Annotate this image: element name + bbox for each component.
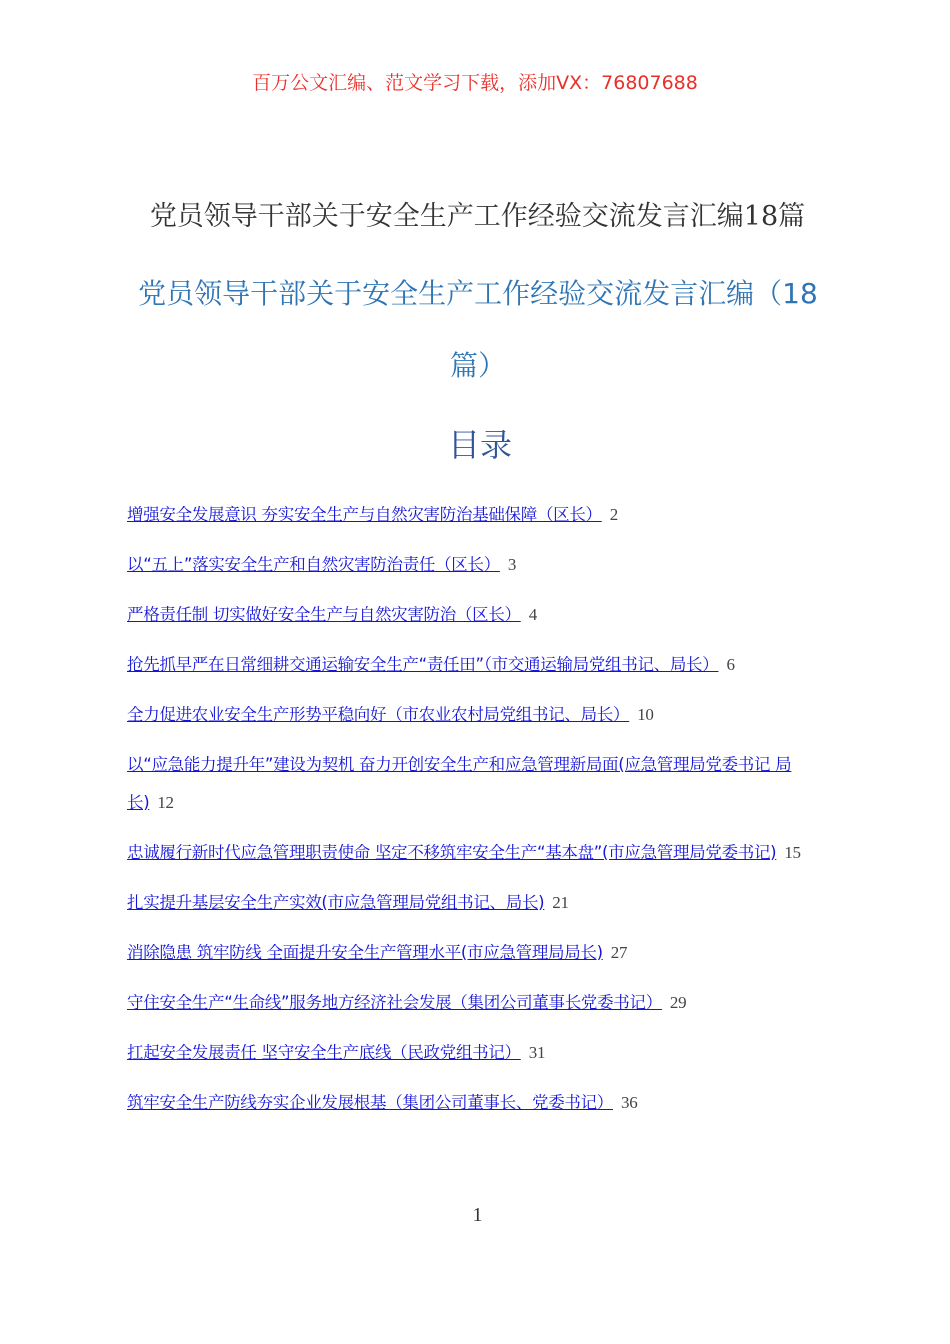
- toc-link[interactable]: 以“应急能力提升年”建设为契机 奋力开创安全生产和应急管理新局面(应急管理局党委书记 局长): [127, 755, 792, 812]
- document-subtitle: 党员领导干部关于安全生产工作经验交流发言汇编（18篇）: [138, 277, 818, 382]
- toc-item: [127, 646, 832, 684]
- toc-link[interactable]: 以“五上”落实安全生产和自然灾害防治责任（区长）: [127, 555, 500, 574]
- toc-page-number: 12: [157, 793, 174, 812]
- toc-heading: 目录: [447, 426, 512, 464]
- table-of-contents: [127, 496, 832, 1134]
- toc-page-number: 6: [726, 655, 735, 674]
- toc-item: [127, 934, 832, 972]
- toc-link[interactable]: 忠诚履行新时代应急管理职责使命 坚定不移筑牢安全生产“基本盘”(市应急管理局党委书记): [127, 843, 777, 862]
- toc-item: [127, 834, 832, 872]
- toc-link[interactable]: 扛起安全发展责任 坚守安全生产底线（民政党组书记）: [127, 1043, 521, 1062]
- toc-page-number: 36: [621, 1093, 638, 1112]
- toc-page-number: 3: [507, 555, 517, 574]
- toc-link[interactable]: 抢先抓早严在日常细耕交通运输安全生产“责任田”（市交通运输局党组书记、局长）: [127, 655, 719, 674]
- toc-link[interactable]: 全力促进农业安全生产形势平稳向好（市农业农村局党组书记、局长）: [127, 705, 630, 724]
- toc-item: [127, 884, 832, 922]
- toc-page-number: 21: [552, 893, 569, 912]
- toc-page-number: 31: [528, 1043, 546, 1062]
- toc-item: [127, 596, 832, 634]
- document-title: 党员领导干部关于安全生产工作经验交流发言汇编18篇: [149, 201, 806, 232]
- toc-item: [127, 746, 832, 822]
- toc-link[interactable]: 守住安全生产“生命线”服务地方经济社会发展（集团公司董事长党委书记）: [127, 993, 662, 1012]
- toc-page-number: 10: [637, 705, 654, 724]
- toc-page-number: 27: [610, 943, 628, 962]
- toc-item: [127, 984, 832, 1022]
- toc-item: [127, 496, 832, 534]
- toc-item: [127, 696, 832, 734]
- toc-page-number: 2: [609, 505, 618, 524]
- toc-item: [127, 1084, 832, 1122]
- toc-item: [127, 1034, 832, 1072]
- toc-link[interactable]: 扎实提升基层安全生产实效(市应急管理局党组书记、局长): [127, 893, 545, 912]
- toc-page-number: 15: [784, 843, 801, 862]
- toc-page-number: 29: [669, 993, 687, 1012]
- toc-page-number: 4: [528, 605, 537, 624]
- toc-link[interactable]: 筑牢安全生产防线夯实企业发展根基（集团公司董事长、党委书记）: [127, 1093, 614, 1112]
- download-banner: 百万公文汇编、范文学习下载，添加VX：76807688: [252, 72, 698, 94]
- toc-link[interactable]: 消除隐患 筑牢防线 全面提升安全生产管理水平(市应急管理局局长): [127, 943, 603, 962]
- page-number: 1: [472, 1204, 483, 1226]
- toc-link[interactable]: 增强安全发展意识 夯实安全生产与自然灾害防治基础保障（区长）: [127, 505, 602, 524]
- toc-link[interactable]: 严格责任制 切实做好安全生产与自然灾害防治（区长）: [127, 605, 521, 624]
- toc-item: [127, 546, 832, 584]
